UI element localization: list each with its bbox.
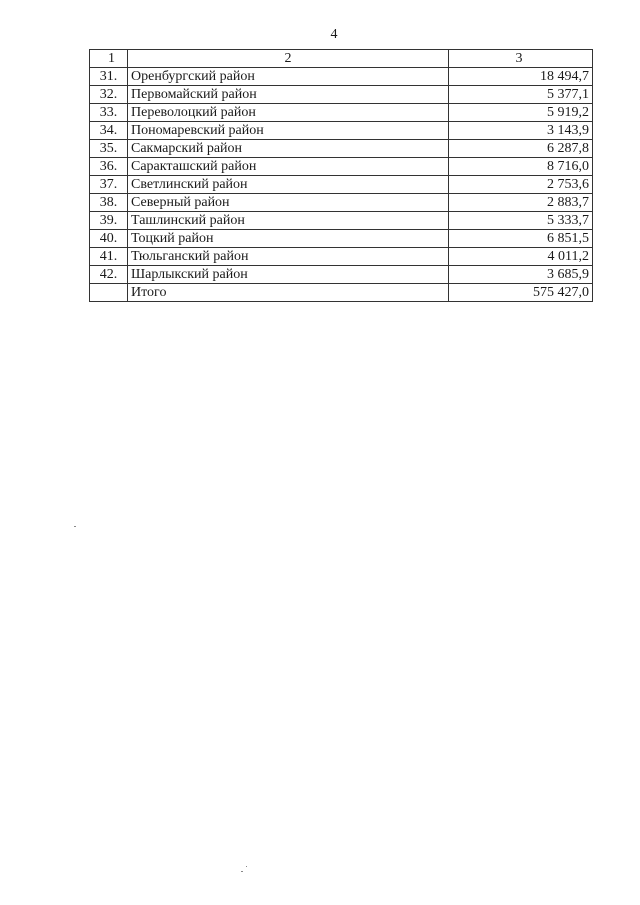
district-name: Пономаревский район <box>128 122 449 140</box>
row-number: 37. <box>90 176 128 194</box>
row-number: 38. <box>90 194 128 212</box>
scan-speck <box>74 526 76 527</box>
district-name: Шарлыкский район <box>128 266 449 284</box>
table-row <box>90 68 593 86</box>
table-row <box>90 176 593 194</box>
district-value: 5 333,7 <box>449 212 593 230</box>
table-row <box>90 194 593 212</box>
table-row <box>90 266 593 284</box>
table-total-row <box>90 284 593 302</box>
district-name: Северный район <box>128 194 449 212</box>
row-number: 39. <box>90 212 128 230</box>
district-value: 3 143,9 <box>449 122 593 140</box>
district-name: Первомайский район <box>128 86 449 104</box>
district-name: Оренбургский район <box>128 68 449 86</box>
total-value: 575 427,0 <box>449 284 593 302</box>
table-row <box>90 230 593 248</box>
row-number: 33. <box>90 104 128 122</box>
row-number: 40. <box>90 230 128 248</box>
row-number: 31. <box>90 68 128 86</box>
row-number: 34. <box>90 122 128 140</box>
table-row <box>90 158 593 176</box>
total-number-cell <box>90 284 128 302</box>
district-value: 2 883,7 <box>449 194 593 212</box>
total-label: Итого <box>128 284 449 302</box>
table-row <box>90 140 593 158</box>
scan-speck <box>241 871 243 872</box>
row-number: 42. <box>90 266 128 284</box>
district-name: Переволоцкий район <box>128 104 449 122</box>
district-value: 18 494,7 <box>449 68 593 86</box>
page-number: 4 <box>330 27 338 42</box>
table-row <box>90 122 593 140</box>
table-row <box>90 104 593 122</box>
header-col-1: 1 <box>90 50 128 68</box>
header-col-2: 2 <box>128 50 449 68</box>
district-value: 5 919,2 <box>449 104 593 122</box>
district-name: Саракташский район <box>128 158 449 176</box>
table-row <box>90 86 593 104</box>
district-value: 2 753,6 <box>449 176 593 194</box>
district-name: Тюльганский район <box>128 248 449 266</box>
table-row <box>90 212 593 230</box>
row-number: 41. <box>90 248 128 266</box>
district-value: 3 685,9 <box>449 266 593 284</box>
table-row <box>90 248 593 266</box>
header-col-3: 3 <box>449 50 593 68</box>
district-name: Светлинский район <box>128 176 449 194</box>
row-number: 36. <box>90 158 128 176</box>
district-value: 8 716,0 <box>449 158 593 176</box>
row-number: 32. <box>90 86 128 104</box>
scan-speck <box>246 866 247 867</box>
row-number: 35. <box>90 140 128 158</box>
table-header-row <box>90 50 593 68</box>
district-name: Сакмарский район <box>128 140 449 158</box>
district-name: Ташлинский район <box>128 212 449 230</box>
district-value: 4 011,2 <box>449 248 593 266</box>
district-name: Тоцкий район <box>128 230 449 248</box>
district-value: 5 377,1 <box>449 86 593 104</box>
district-value: 6 851,5 <box>449 230 593 248</box>
district-value: 6 287,8 <box>449 140 593 158</box>
allocation-table <box>89 49 593 302</box>
